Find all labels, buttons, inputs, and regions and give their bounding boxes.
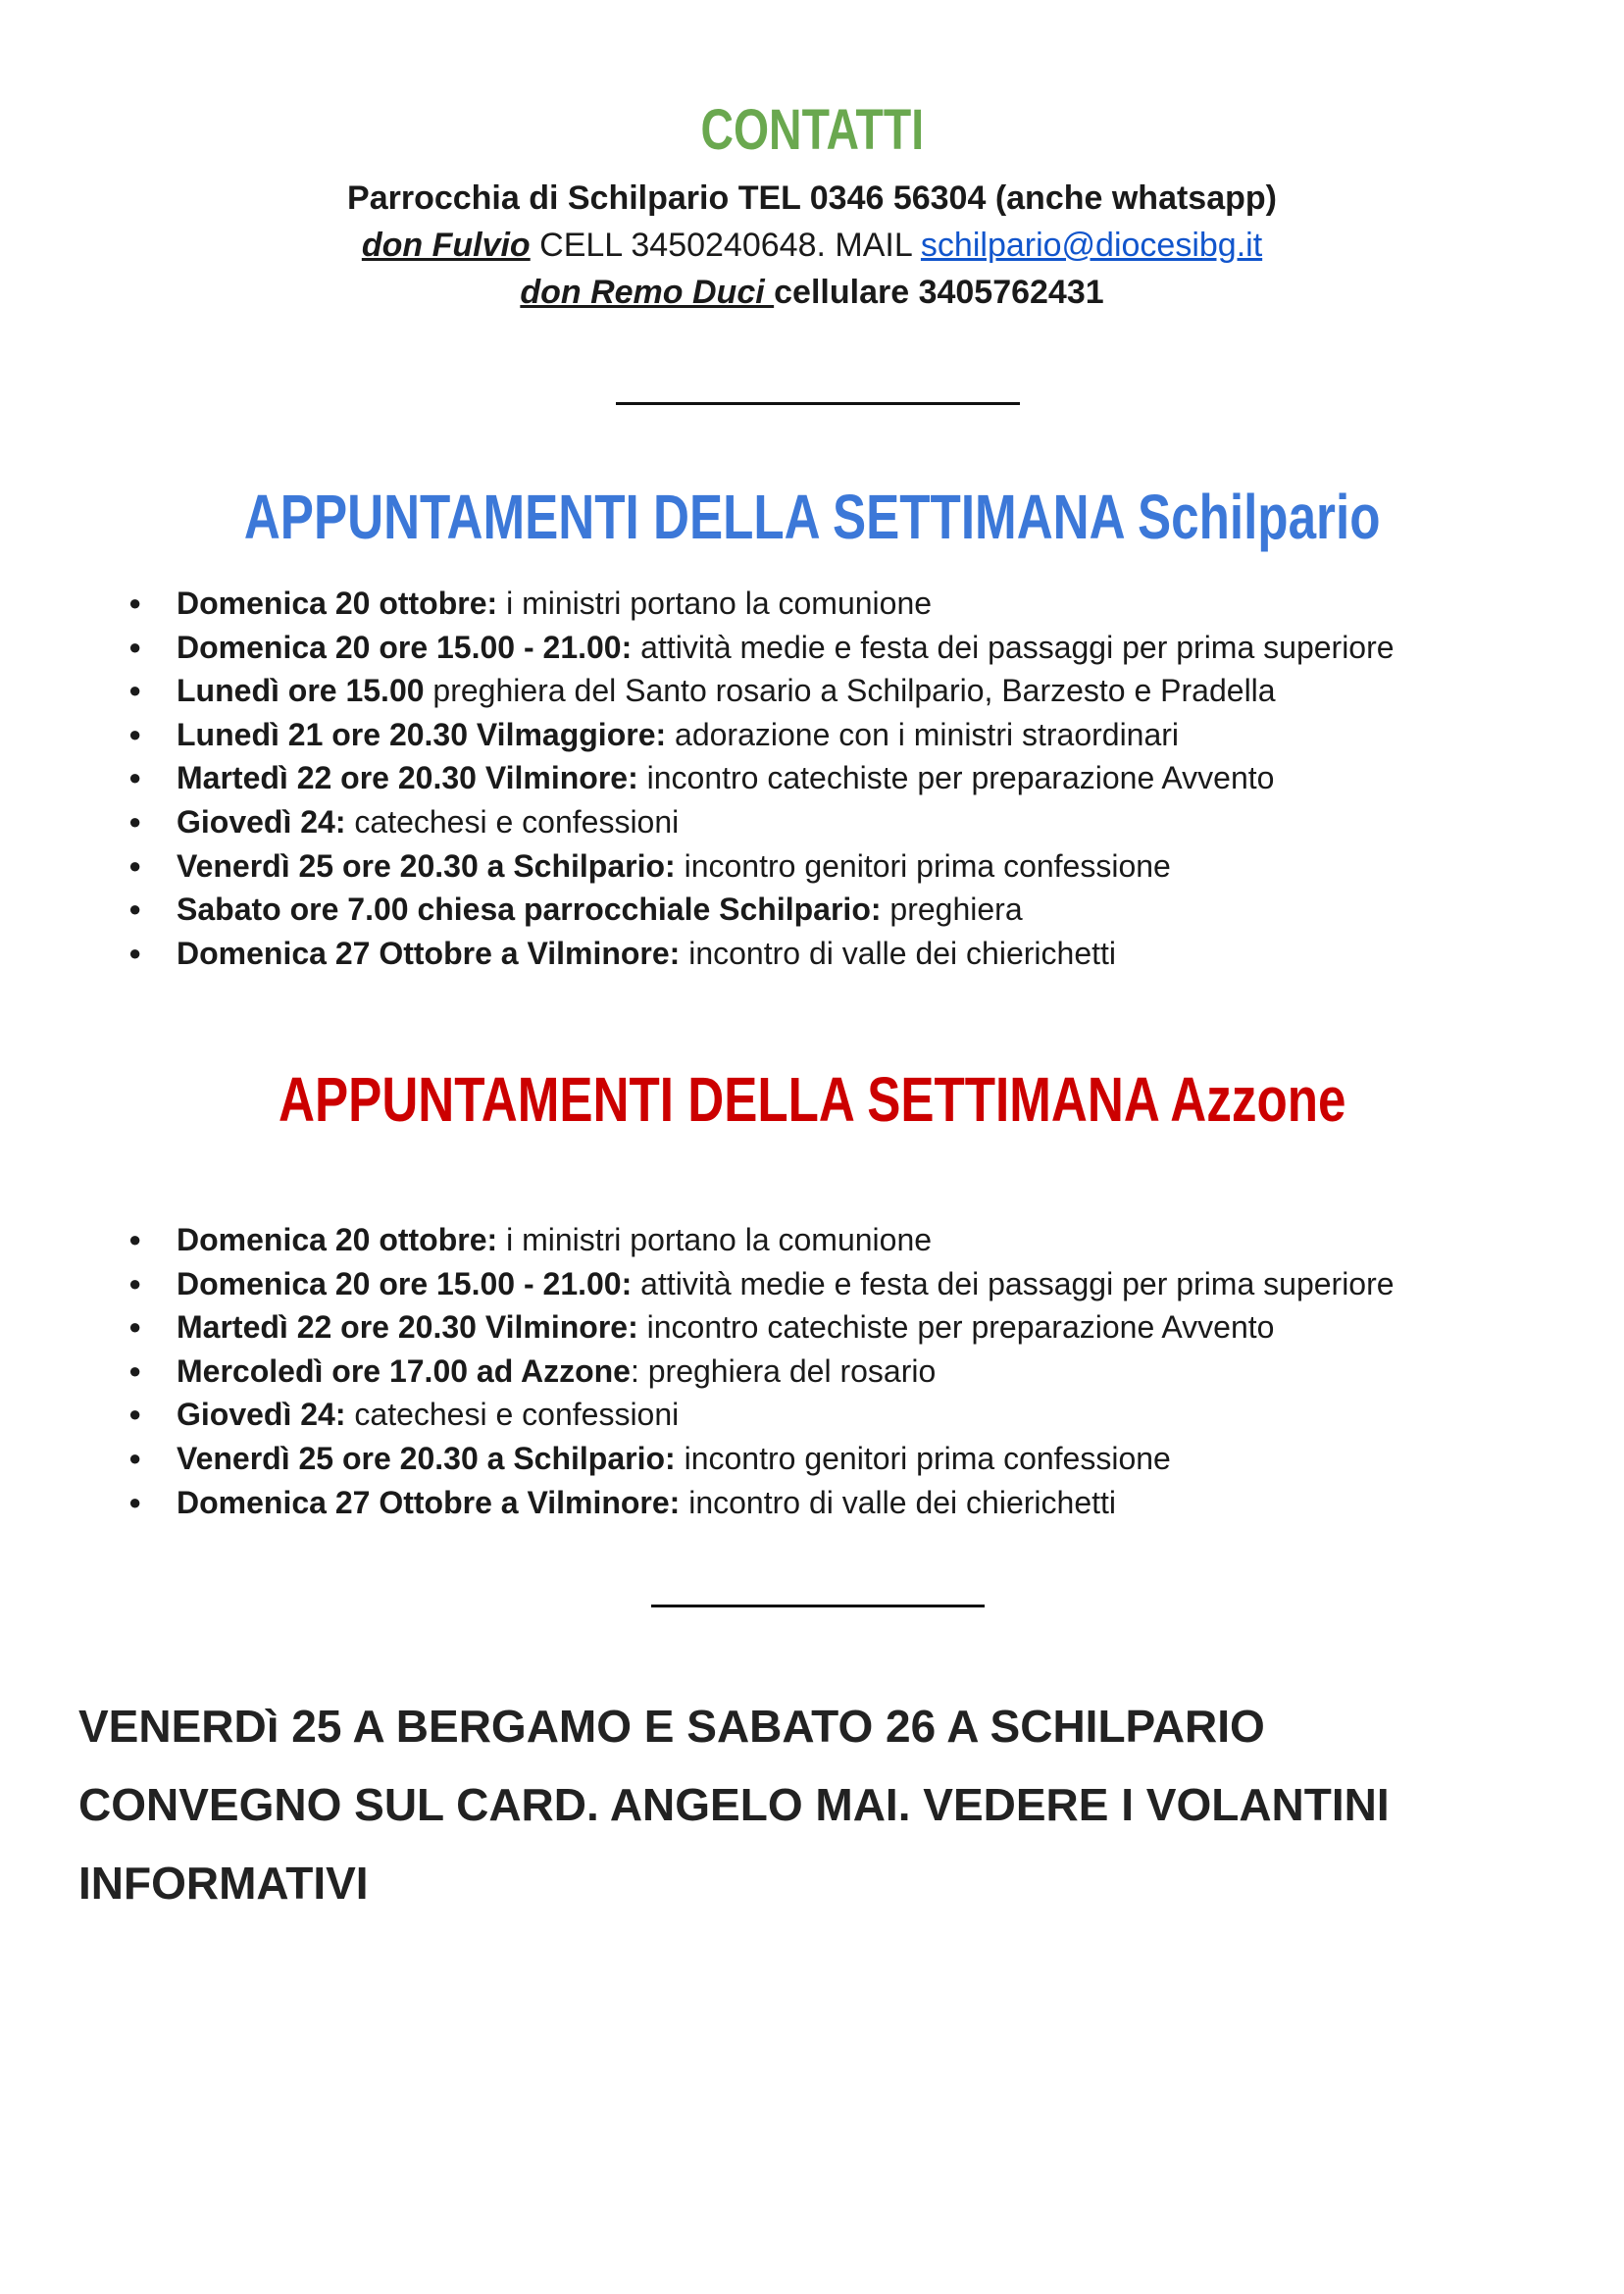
event-text [177,1305,1274,1350]
event-text [177,582,932,626]
divider-line [651,1605,985,1607]
bullet-icon: ● [128,808,142,834]
don-fulvio-phone-text: CELL 3450240648. MAIL [530,227,921,264]
bullet-icon: ● [128,852,142,878]
bullet-icon: ● [128,1445,142,1470]
event-text [177,1218,932,1262]
event-text [177,1481,1116,1525]
bullet-icon: ● [128,1489,142,1514]
event-description: incontro genitori prima confessione [675,1440,1171,1476]
event-label: Mercoledì ore 17.00 ad Azzone [177,1352,631,1389]
list-item [0,1393,1624,1437]
list-item [0,800,1624,844]
event-description: incontro di valle dei chierichetti [680,1484,1116,1520]
event-text [177,1350,936,1394]
list-item [0,582,1624,626]
bullet-icon: ● [128,1270,142,1296]
announcement-line: VENERDì 25 A BERGAMO E SABATO 26 A SCHILPARIO [78,1701,1265,1752]
event-label: Martedì 22 ore 20.30 Vilminore: [177,760,638,796]
event-label: Giovedì 24: [177,1397,346,1433]
event-label: Domenica 20 ore 15.00 - 21.00: [177,629,633,665]
don-remo-name: don Remo Duci [520,274,775,311]
event-label: Lunedì ore 15.00 [177,673,425,709]
list-item [0,888,1624,932]
list-item [0,1437,1624,1481]
bullet-icon: ● [128,1402,142,1427]
event-label: Domenica 27 Ottobre a Vilminore: [177,1484,681,1520]
event-label: Domenica 20 ottobre: [177,586,498,621]
schilpario-title-text: APPUNTAMENTI DELLA SETTIMANA Schilpario [243,482,1381,552]
event-label: Domenica 27 Ottobre a Vilminore: [177,935,681,971]
event-description: incontro di valle dei chierichetti [680,935,1116,971]
email-link[interactable]: schilpario@diocesibg.it [920,227,1263,264]
event-label: Domenica 20 ore 15.00 - 21.00: [177,1265,633,1301]
event-text [177,756,1274,800]
announcement-line: CONVEGNO SUL CARD. ANGELO MAI. VEDERE I VOLANTINI [78,1779,1390,1830]
list-item [0,713,1624,757]
event-text [177,1437,1171,1481]
event-description: attività medie e festa dei passaggi per prima superiore [632,629,1395,665]
event-text [177,932,1116,976]
list-item [0,932,1624,976]
event-description: adorazione con i ministri straordinari [666,716,1180,752]
event-label: Martedì 22 ore 20.30 Vilminore: [177,1309,638,1346]
bullet-icon: ● [128,634,142,659]
bullet-icon: ● [128,940,142,965]
event-description: preghiera [881,892,1023,928]
announcement-line: INFORMATIVI [78,1858,369,1909]
event-description: incontro catechiste per preparazione Avvento [637,760,1275,796]
parish-phone-text: Parrocchia di Schilpario TEL 0346 56304 (anche whatsapp) [347,179,1277,217]
schilpario-section-title [0,479,1624,555]
event-text [177,888,1023,932]
divider-line [616,402,1020,405]
bullet-icon: ● [128,1357,142,1383]
azzone-events-list [0,1218,1624,1524]
event-description: preghiera del Santo rosario a Schilpario, Barzesto e Pradella [424,673,1276,709]
event-description: incontro catechiste per preparazione Avvento [637,1309,1275,1346]
schilpario-events-list [0,582,1624,975]
bullet-icon: ● [128,1314,142,1340]
event-description: incontro genitori prima confessione [675,847,1171,884]
event-description: : preghiera del rosario [630,1352,937,1389]
contact-line-don-fulvio [0,222,1624,269]
list-item [0,669,1624,713]
event-description: i ministri portano la comunione [497,586,933,621]
contatti-title [0,96,1624,165]
event-text [177,1262,1395,1306]
list-item [0,1350,1624,1394]
list-item [0,626,1624,670]
bullet-icon: ● [128,765,142,790]
bullet-icon: ● [128,1227,142,1251]
contact-line-parish [0,175,1624,222]
event-text [177,626,1395,670]
don-remo-phone-text: cellulare 3405762431 [774,274,1104,311]
event-text [177,713,1179,757]
list-item [0,1305,1624,1350]
event-text [177,844,1171,889]
contatti-title-text: CONTATTI [700,98,924,162]
bullet-icon: ● [128,721,142,746]
list-item [0,1481,1624,1525]
list-item [0,844,1624,889]
list-item [0,756,1624,800]
event-label: Venerdì 25 ore 20.30 a Schilpario: [177,1440,676,1476]
bullet-icon: ● [128,896,142,922]
event-description: catechesi e confessioni [345,1397,680,1433]
event-text [177,1393,679,1437]
contact-line-don-remo [0,269,1624,316]
event-description: catechesi e confessioni [345,803,680,840]
event-description: i ministri portano la comunione [497,1222,933,1257]
azzone-title-text: APPUNTAMENTI DELLA SETTIMANA Azzone [278,1064,1346,1135]
bullet-icon: ● [128,678,142,703]
azzone-section-title [0,1061,1624,1138]
event-label: Giovedì 24: [177,803,346,840]
event-description: attività medie e festa dei passaggi per prima superiore [632,1265,1395,1301]
event-label: Sabato ore 7.00 chiesa parrocchiale Schilpario: [177,892,882,928]
bullet-icon: ● [128,590,142,615]
announcement [78,1687,1549,1922]
event-label: Venerdì 25 ore 20.30 a Schilpario: [177,847,676,884]
list-item [0,1218,1624,1262]
event-text [177,669,1276,713]
event-label: Lunedì 21 ore 20.30 Vilmaggiore: [177,716,667,752]
event-text [177,800,679,844]
list-item [0,1262,1624,1306]
don-fulvio-name: don Fulvio [361,227,531,264]
event-label: Domenica 20 ottobre: [177,1222,498,1257]
